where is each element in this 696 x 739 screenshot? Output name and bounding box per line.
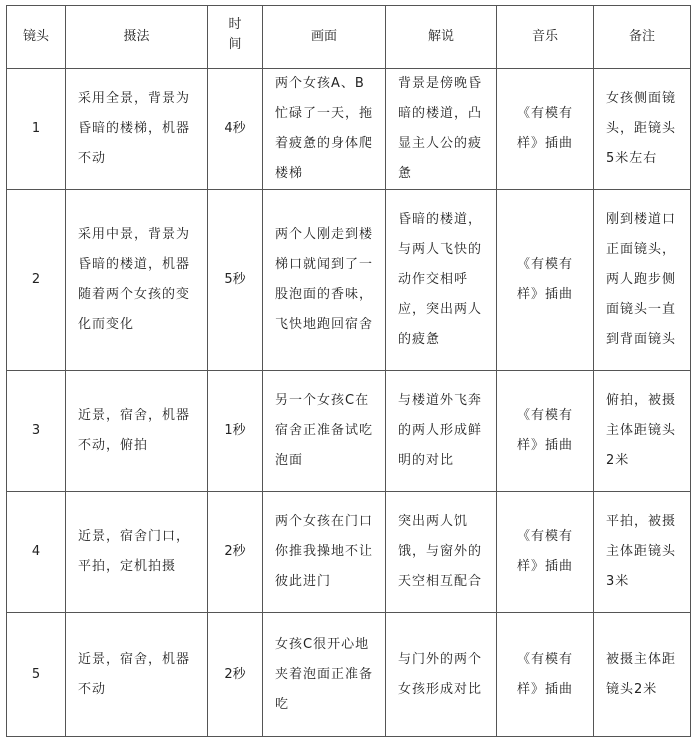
cell-technique bbox=[66, 613, 208, 737]
cell-frame-text: 另一个女孩C在宿舍正准备试吃泡面 bbox=[275, 393, 374, 468]
cell-time: 4秒 bbox=[208, 69, 263, 190]
cell-technique bbox=[66, 69, 208, 190]
cell-notes bbox=[594, 69, 691, 190]
cell-music-text: 《有模有样》插曲 bbox=[516, 651, 573, 697]
cell-shot: 4 bbox=[7, 492, 66, 613]
cell-narration bbox=[386, 69, 497, 190]
cell-time: 5秒 bbox=[208, 190, 263, 371]
cell-technique-text: 采用全景，背景为昏暗的楼梯，机器不动 bbox=[78, 91, 191, 166]
cell-technique bbox=[66, 371, 208, 492]
header-row bbox=[7, 6, 691, 69]
cell-notes bbox=[594, 613, 691, 737]
cell-frame bbox=[263, 190, 386, 371]
cell-technique-text: 采用中景，背景为昏暗的楼道，机器随着两个女孩的变化而变化 bbox=[78, 227, 191, 332]
header-shot: 镜头 bbox=[7, 6, 66, 69]
cell-music bbox=[497, 613, 594, 737]
table-row bbox=[7, 492, 691, 613]
cell-shot: 3 bbox=[7, 371, 66, 492]
cell-music bbox=[497, 492, 594, 613]
cell-notes-text: 刚到楼道口正面镜头，两人跑步侧面镜头一直到背面镜头 bbox=[606, 212, 677, 347]
cell-notes bbox=[594, 371, 691, 492]
table-row bbox=[7, 69, 691, 190]
cell-notes-text: 女孩侧面镜头，距镜头5米左右 bbox=[606, 91, 677, 166]
cell-frame-text: 两个女孩A、B忙碌了一天，拖着疲惫的身体爬楼梯 bbox=[275, 76, 374, 181]
cell-music bbox=[497, 190, 594, 371]
header-notes: 备注 bbox=[594, 6, 691, 69]
cell-technique-text: 近景，宿舍，机器不动，俯拍 bbox=[78, 408, 191, 453]
cell-notes bbox=[594, 190, 691, 371]
cell-notes-text: 平拍，被摄主体距镜头3米 bbox=[606, 514, 677, 589]
cell-narration-text: 突出两人饥饿，与窗外的天空相互配合 bbox=[398, 514, 483, 589]
cell-music bbox=[497, 69, 594, 190]
cell-frame-text: 女孩C很开心地夹着泡面正准备吃 bbox=[275, 636, 374, 712]
cell-technique bbox=[66, 190, 208, 371]
cell-time: 2秒 bbox=[208, 492, 263, 613]
cell-notes-text: 俯拍，被摄主体距镜头2米 bbox=[606, 393, 677, 468]
cell-frame bbox=[263, 69, 386, 190]
cell-narration bbox=[386, 190, 497, 371]
header-narration: 解说 bbox=[386, 6, 497, 69]
cell-music bbox=[497, 371, 594, 492]
cell-narration bbox=[386, 371, 497, 492]
cell-technique-text: 近景，宿舍门口，平拍，定机拍摄 bbox=[78, 529, 191, 574]
cell-technique bbox=[66, 492, 208, 613]
cell-music-text: 《有模有样》插曲 bbox=[516, 529, 573, 574]
header-music: 音乐 bbox=[497, 6, 594, 69]
cell-time: 1秒 bbox=[208, 371, 263, 492]
cell-music-text: 《有模有样》插曲 bbox=[516, 257, 573, 302]
storyboard-table bbox=[6, 5, 691, 737]
table-row bbox=[7, 190, 691, 371]
table-row bbox=[7, 371, 691, 492]
header-time-label: 时间 bbox=[228, 16, 242, 52]
cell-narration bbox=[386, 613, 497, 737]
cell-shot: 1 bbox=[7, 69, 66, 190]
cell-narration-text: 与门外的两个女孩形成对比 bbox=[398, 651, 483, 697]
cell-shot: 2 bbox=[7, 190, 66, 371]
header-frame: 画面 bbox=[263, 6, 386, 69]
cell-frame-text: 两个女孩在门口你推我操地不让彼此进门 bbox=[275, 514, 374, 589]
header-time bbox=[208, 6, 263, 69]
cell-narration-text: 与楼道外飞奔的两人形成鲜明的对比 bbox=[398, 393, 483, 468]
header-technique: 摄法 bbox=[66, 6, 208, 69]
cell-narration-text: 昏暗的楼道，与两人飞快的动作交相呼应，突出两人的疲惫 bbox=[398, 212, 483, 347]
cell-notes-text: 被摄主体距镜头2米 bbox=[606, 651, 677, 697]
cell-shot: 5 bbox=[7, 613, 66, 737]
cell-notes bbox=[594, 492, 691, 613]
cell-time: 2秒 bbox=[208, 613, 263, 737]
cell-music-text: 《有模有样》插曲 bbox=[516, 408, 573, 453]
cell-technique-text: 近景，宿舍，机器不动 bbox=[78, 651, 191, 697]
cell-frame bbox=[263, 371, 386, 492]
cell-frame bbox=[263, 492, 386, 613]
cell-frame bbox=[263, 613, 386, 737]
cell-music-text: 《有模有样》插曲 bbox=[516, 106, 573, 151]
cell-narration bbox=[386, 492, 497, 613]
table-row bbox=[7, 613, 691, 737]
cell-frame-text: 两个人刚走到楼梯口就闻到了一股泡面的香味，飞快地跑回宿舍 bbox=[275, 227, 374, 332]
cell-narration-text: 背景是傍晚昏暗的楼道，凸显主人公的疲惫 bbox=[398, 76, 483, 181]
